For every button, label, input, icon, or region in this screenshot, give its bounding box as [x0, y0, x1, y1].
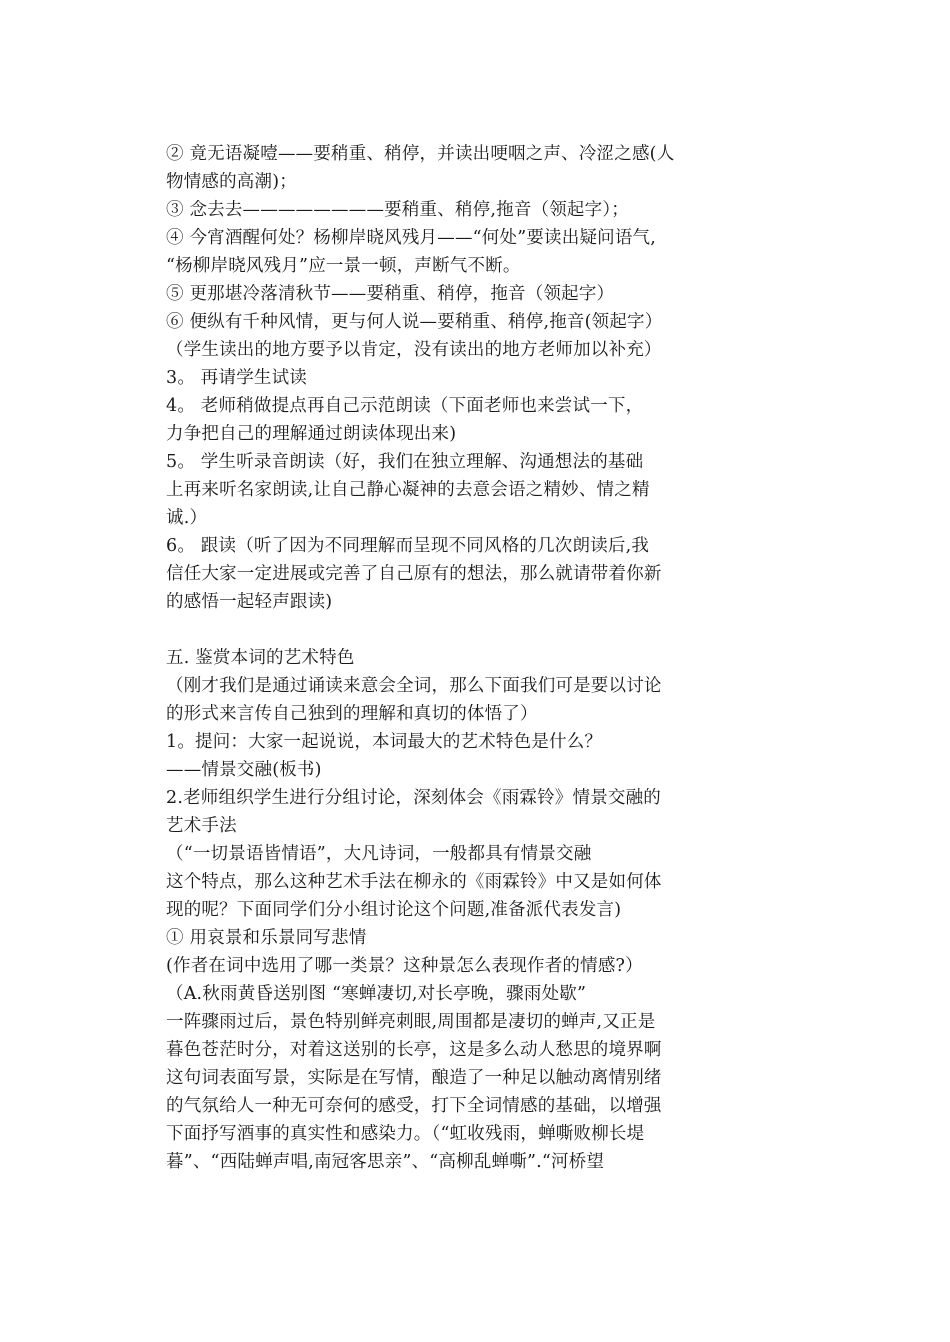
text-line: ⑥ 便纵有千种风情，更与何人说—要稍重、稍停,拖音(领起字）: [166, 312, 663, 332]
text-line: 力争把自己的理解通过朗读体现出来): [166, 424, 457, 444]
text-line: 6。 跟读（听了因为不同理解而呈现不同风格的几次朗读后,我: [166, 536, 650, 556]
text-line: 上再来听名家朗读,让自己静心凝神的去意会语之精妙、情之精: [166, 480, 650, 500]
text-line: 4。 老师稍做提点再自己示范朗读（下面老师也来尝试一下，: [166, 396, 644, 416]
paragraph-gap: [166, 616, 726, 644]
text-line: 这个特点，那么这种艺术手法在柳永的《雨霖铃》中又是如何体: [166, 872, 662, 892]
reading-guidance-section: [166, 140, 726, 616]
text-line: ——情景交融(板书): [166, 760, 322, 780]
appreciation-section: [166, 644, 726, 1176]
text-line: 的气氛给人一种无可奈何的感受，打下全词情感的基础，以增强: [166, 1096, 662, 1116]
text-line: ① 用哀景和乐景同写悲情: [166, 928, 367, 948]
text-line: 2.老师组织学生进行分组讨论，深刻体会《雨霖铃》情景交融的: [166, 788, 661, 808]
document-body: [166, 140, 726, 1176]
text-line: (作者在词中选用了哪一类景？这种景怎么表现作者的情感?）: [166, 956, 643, 976]
text-line: 的感悟一起轻声跟读): [166, 592, 333, 612]
text-line: ⑤ 更那堪冷落清秋节——要稍重、稍停，拖音（领起字）: [166, 284, 615, 304]
text-line: 诚.）: [166, 508, 208, 528]
text-line: （“一切景语皆情语”，大凡诗词，一般都具有情景交融: [166, 844, 592, 864]
text-line: 5。 学生听录音朗读（好，我们在独立理解、沟通想法的基础: [166, 452, 644, 472]
text-line: 一阵骤雨过后，景色特别鲜亮刺眼,周围都是凄切的蝉声,又正是: [166, 1012, 656, 1032]
text-line: （学生读出的地方要予以肯定，没有读出的地方老师加以补充）: [166, 340, 662, 360]
text-line: 艺术手法: [166, 816, 237, 836]
text-line: 现的呢？下面同学们分小组讨论这个问题,准备派代表发言): [166, 900, 622, 920]
text-line: 暮色苍茫时分，对着这送别的长亭，这是多么动人愁思的境界啊: [166, 1040, 662, 1060]
section-heading: 五. 鉴赏本词的艺术特色: [166, 648, 355, 668]
text-line: ② 竟无语凝噎——要稍重、稍停，并读出哽咽之声、冷涩之感(人: [166, 144, 675, 164]
text-line: 的形式来言传自己独到的理解和真切的体悟了）: [166, 704, 538, 724]
text-line: “杨柳岸晓风残月”应一景一顿，声断气不断。: [166, 256, 521, 276]
text-line: 信任大家一定进展或完善了自己原有的想法，那么就请带着你新: [166, 564, 662, 584]
text-line: （A.秋雨黄昏送别图 “寒蝉凄切,对长亭晚，骤雨处歇”: [166, 984, 587, 1004]
text-line: 3。 再请学生试读: [166, 368, 307, 388]
text-line: 1。提问：大家一起说说，本词最大的艺术特色是什么？: [166, 732, 603, 752]
text-line: 下面抒写酒事的真实性和感染力。（“虹收残雨，蝉嘶败柳长堤: [166, 1124, 645, 1144]
text-line: ③ 念去去————————要稍重、稍停,拖音（领起字）；: [166, 200, 629, 220]
text-line: 这句词表面写景，实际是在写情，酿造了一种足以触动离情别绪: [166, 1068, 662, 1088]
text-line: 物情感的高潮)；: [166, 172, 297, 192]
text-line: ④ 今宵酒醒何处？杨柳岸晓风残月——“何处”要读出疑问语气,: [166, 228, 657, 248]
text-line: （刚才我们是通过诵读来意会全词，那么下面我们可是要以讨论: [166, 676, 662, 696]
text-line: 暮”、“西陆蝉声唱,南冠客思亲”、“高柳乱蝉嘶”.“河桥望: [166, 1152, 605, 1172]
